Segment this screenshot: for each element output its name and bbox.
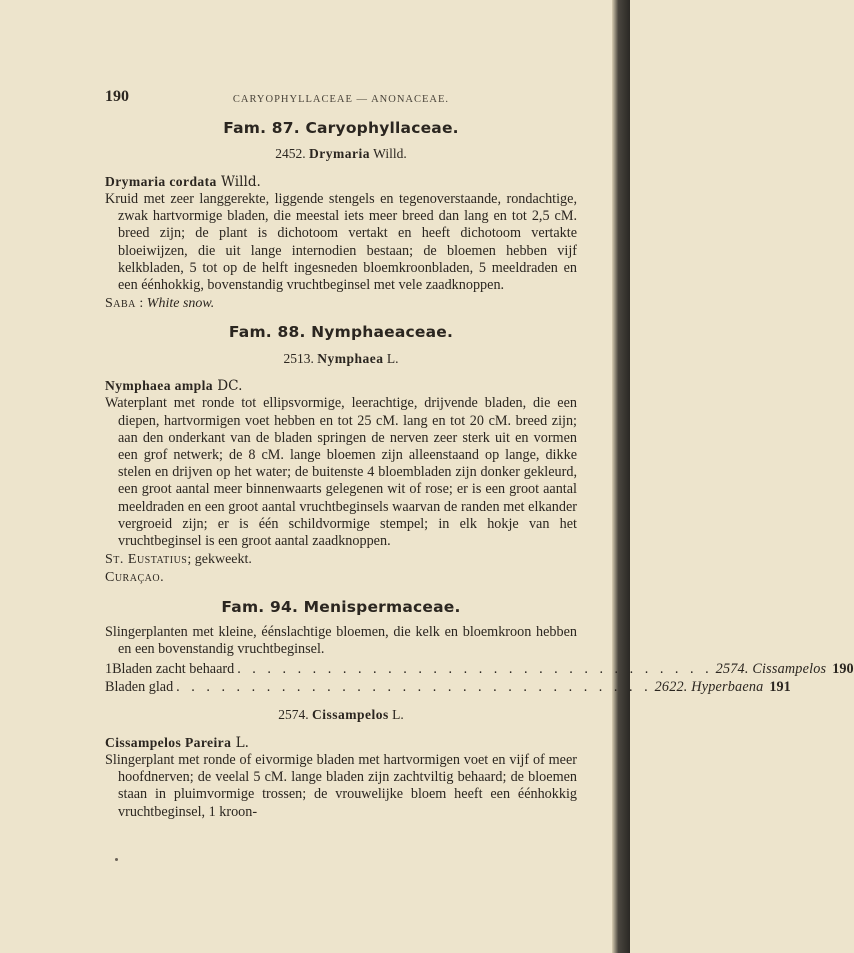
genus-heading-nymphaea xyxy=(105,350,577,367)
genus-author: L. xyxy=(386,350,399,366)
key-page: 190 xyxy=(832,661,854,678)
family-description: Slingerplanten met kleine, éénslachtige bloemen, die kelk en bloemkroon hebben en een bovenstandig vruchtbeginsel. xyxy=(105,624,577,658)
key-page: 191 xyxy=(769,679,791,696)
key-label: Bladen glad xyxy=(105,679,174,696)
key-row xyxy=(105,678,791,696)
genus-number: 2513. xyxy=(283,350,314,366)
key-leader-dots: . . . . . . . . . . . . . . . . . . . . . . . . . . . . . . . . xyxy=(176,679,652,696)
locality-note: ; gekweekt. xyxy=(187,552,252,568)
key-label: Bladen zacht behaard xyxy=(112,661,235,678)
species-description: Waterplant met ronde tot ellipsvormige, leerachtige, drijvende bladen, die een diepen, hartvormigen voet hebben en tot 25 cM. lang en tot 20 cM. breed zijn; aan den onderkant van de bladen springen de nerven zeer sterk uit en vormen een grof netwerk; de 8 cM. lange bloemen zijn alleenstaand op lange, dikke stelen en drijven op het water; de buitenste 4 bloembladen zijn donker gekleurd, een groot aantal meer binnenwaarts gelegenen wit of rose; er is een groot aantal meeldraden en een groot aantal vruchtbeginsels waarvan de randen met elkander vergroeid zijn; er is één schildvormige stempel; in elk hokje van het vruchtbeginsel is een groot aantal zaadknoppen. xyxy=(105,395,577,549)
key-number: 1 xyxy=(105,661,113,678)
family-heading-menispermaceae: Fam. 94. Menispermaceae. xyxy=(221,597,461,616)
key-reference xyxy=(655,678,791,696)
species-author: Willd. xyxy=(221,173,261,190)
species-heading-nymphaea-ampla xyxy=(105,377,577,395)
species-name: Drymaria cordata xyxy=(105,173,217,189)
key-reference xyxy=(716,660,854,678)
running-title: CARYOPHYLLACEAE — ANONACEAE. xyxy=(232,94,450,105)
key-genus: 2574. Cissampelos xyxy=(715,661,827,678)
page-content xyxy=(105,88,854,821)
locality-separator: : xyxy=(139,296,144,312)
running-header xyxy=(105,88,577,110)
page-number: 190 xyxy=(105,88,129,105)
genus-name: Drymaria xyxy=(309,146,370,162)
genus-number: 2452. xyxy=(275,146,306,162)
key-leader-dots: . . . . . . . . . . . . . . . . . . . . . . . . . . . . . . . . xyxy=(237,661,713,678)
locality-line xyxy=(105,569,577,586)
family-heading-caryophyllaceae: Fam. 87. Caryophyllaceae. xyxy=(223,119,459,137)
locality-place: St. Eustatius xyxy=(105,552,188,568)
locality-line xyxy=(105,295,577,312)
genus-heading-drymaria xyxy=(105,145,577,162)
species-description: Slingerplant met ronde of eivormige bladen met hartvormigen voet en vijf of meer hoofdnerven; de veelal 5 cM. lange bladen zijn zachtviltig behaard; de bloemen staan in pluimvormige trossen; de vrouwelijke bloem heeft een éénhokkig vruchtbeginsel, 1 kroon- xyxy=(105,752,577,820)
key-row xyxy=(105,660,854,678)
genus-name: Cissampelos xyxy=(311,707,389,723)
locality-note: White snow. xyxy=(146,296,215,312)
key-genus: 2622. Hyperbaena xyxy=(654,679,764,696)
species-description: Kruid met zeer langgerekte, liggende stengels en tegenoverstaande, rondachtige, zwak hartvormige bladen, die meestal iets meer breed dan lang en tot 2,5 cM. breed zijn; de plant is dichotoom vertakt en heeft dichotoom vertakte bloeiwijzen, die uit lange internodien bestaan; de bloemen hebben vijf kelkbladen, 5 tot op de helft ingesneden bloemkroonbladen, 5 meeldraden en een éénhokkig, bovenstandig vruchtbeginsel met vele zaadknoppen. xyxy=(105,190,577,293)
genus-name: Nymphaea xyxy=(317,350,384,366)
locality-place: Saba xyxy=(105,296,136,312)
locality-place: Curaçao. xyxy=(105,570,165,586)
species-name: Cissampelos Pareira xyxy=(105,734,232,750)
locality-line xyxy=(105,551,577,568)
genus-number: 2574. xyxy=(278,707,309,723)
family-heading-nymphaeaceae: Fam. 88. Nymphaeaceae. xyxy=(228,323,454,342)
genus-author: L. xyxy=(392,707,404,723)
paper-speck xyxy=(115,858,118,861)
genus-heading-cissampelos xyxy=(105,706,577,723)
genus-author: Willd. xyxy=(373,146,407,162)
species-heading-cissampelos-pareira xyxy=(105,734,577,752)
species-heading-drymaria-cordata xyxy=(105,173,577,191)
identification-key xyxy=(105,660,854,696)
species-name: Nymphaea ampla xyxy=(105,378,213,393)
book-spine xyxy=(612,0,630,953)
species-author: DC. xyxy=(217,378,243,394)
species-author: L. xyxy=(235,734,249,751)
